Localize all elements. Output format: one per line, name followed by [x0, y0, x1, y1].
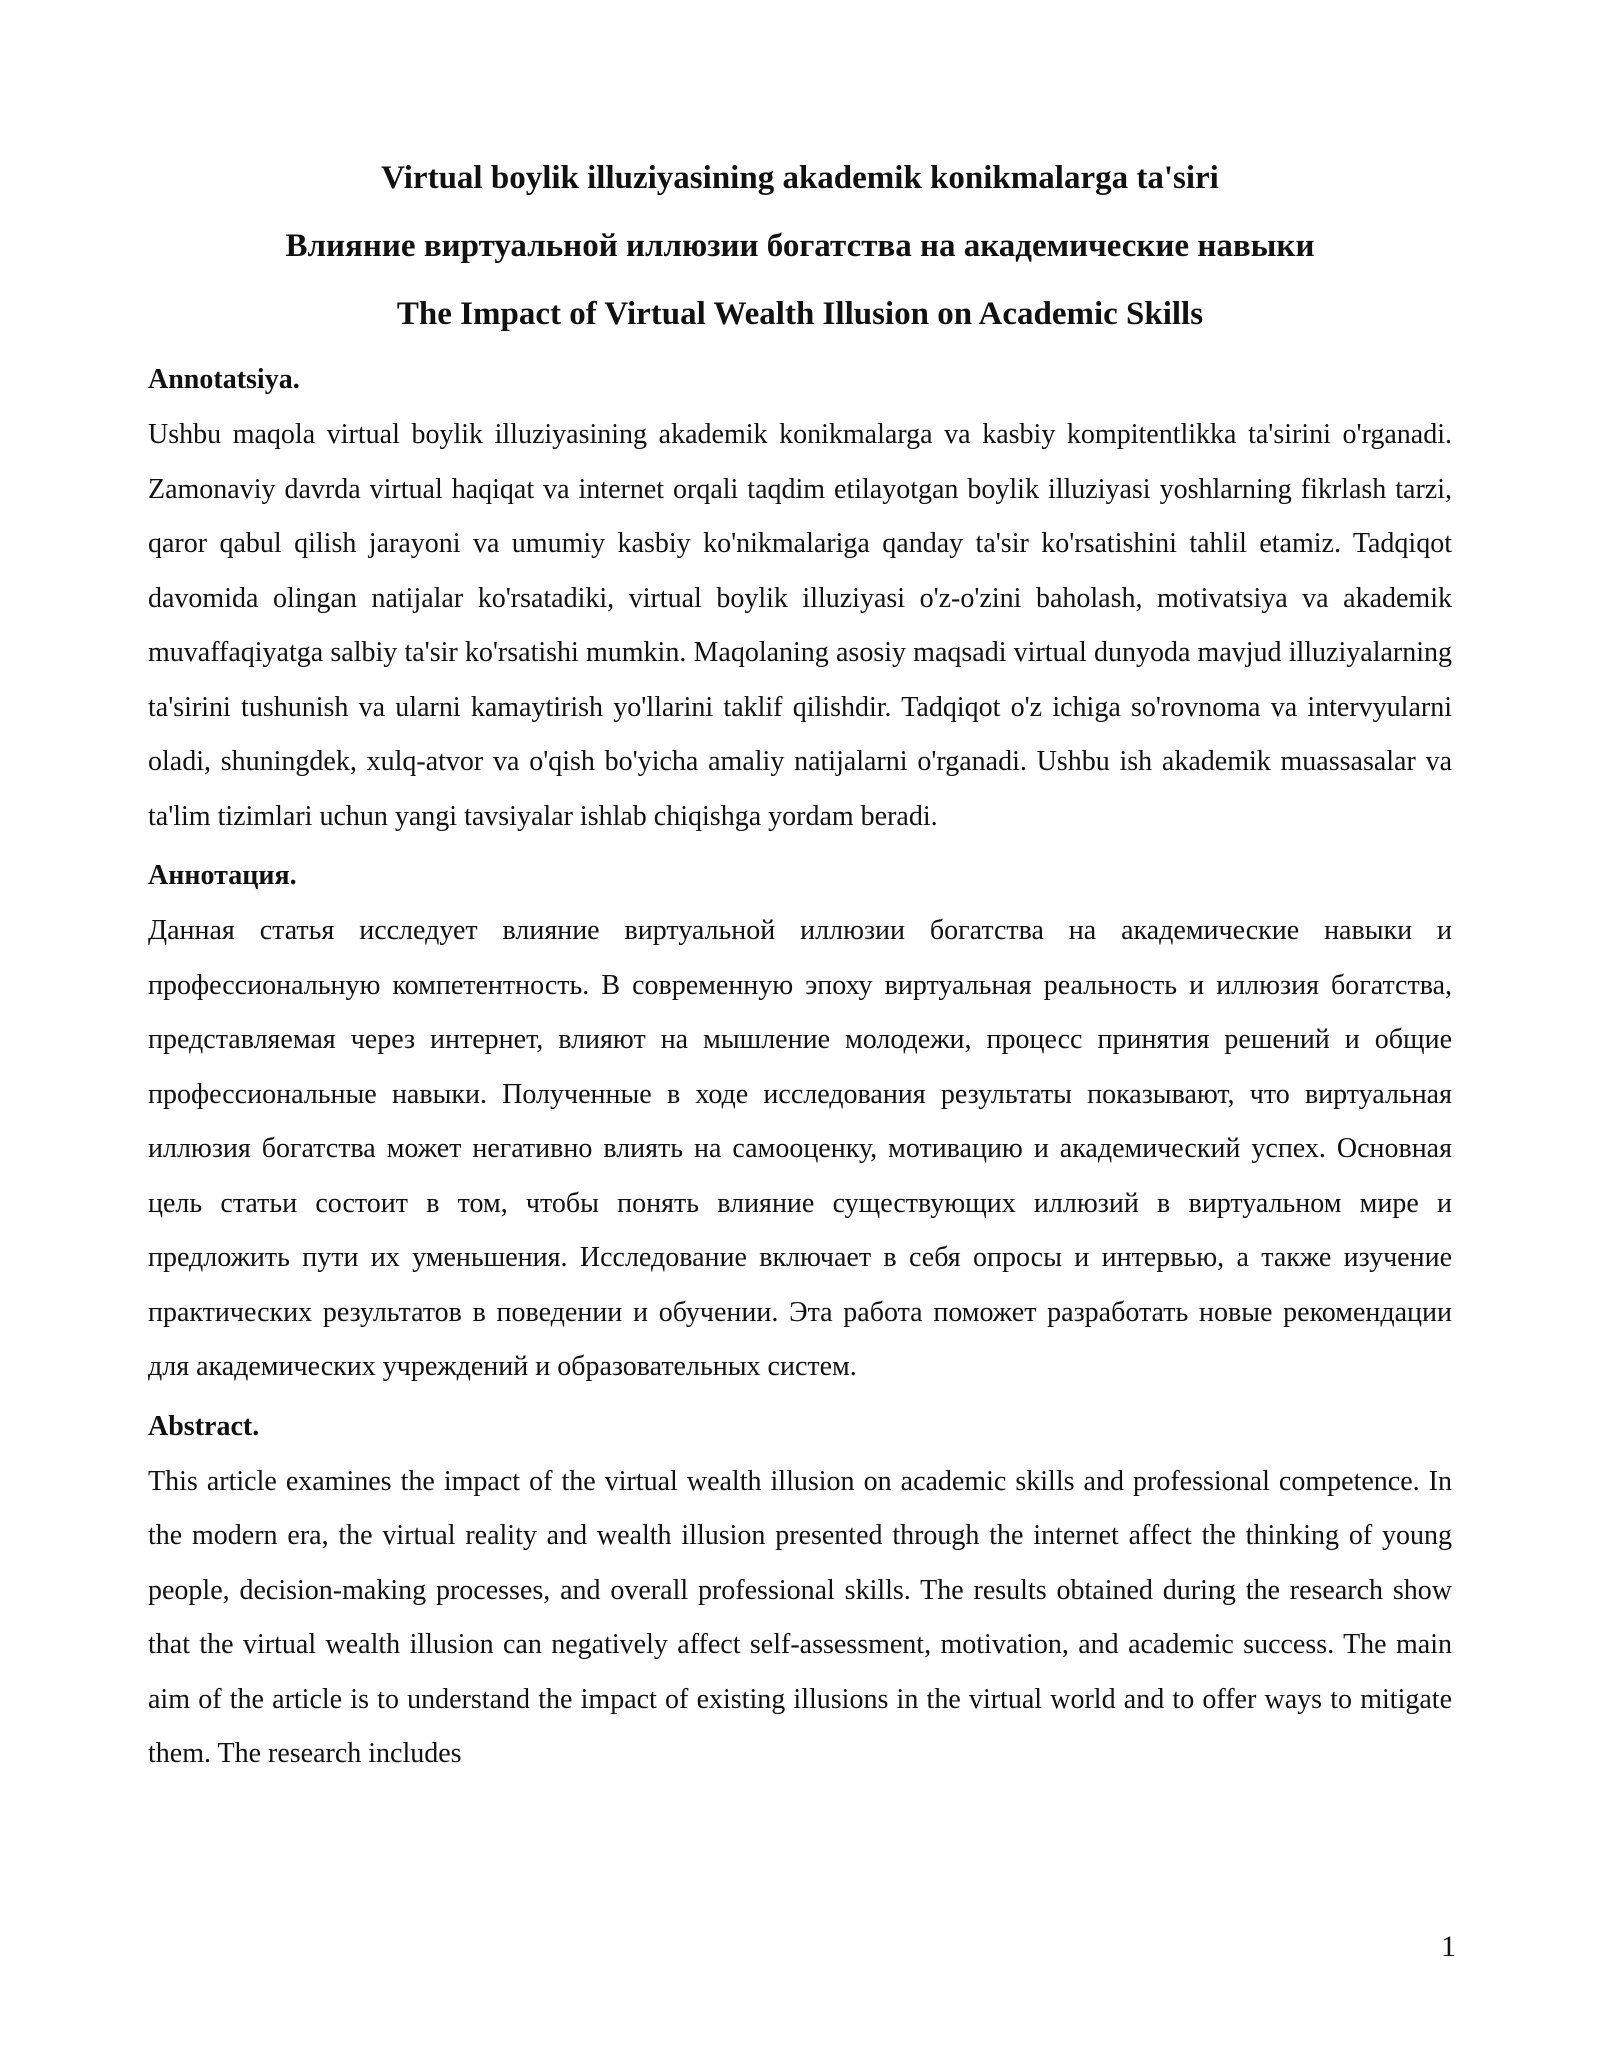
- abstract-english-text: This article examines the impact of the virtual wealth illusion on academic skills and professional competence. In the modern era, the virtual reality and wealth illusion presented through the internet affect the thinking of young people, decision-making processes, and overall professional skills. The results obtained during the research show that the virtual wealth illusion can negatively affect self-assessment, motivation, and academic success. The main aim of the article is to understand the impact of existing illusions in the virtual world and to offer ways to mitigate them. The research includes: [148, 1465, 1452, 1769]
- title-english: The Impact of Virtual Wealth Illusion on Academic Skills: [396, 296, 1204, 332]
- abstract-uzbek-section: [148, 362, 1452, 844]
- abstract-russian-section: [148, 858, 1452, 1395]
- page-content: [148, 144, 1452, 1782]
- page-number: 1: [1441, 1930, 1456, 1963]
- abstract-english-section: [148, 1409, 1452, 1782]
- title-block: [148, 144, 1452, 348]
- abstract-russian-heading: Аннотация.: [148, 860, 297, 891]
- abstract-english-heading: Abstract.: [148, 1410, 260, 1442]
- title-russian: Влияние виртуальной иллюзии богатства на академические навыки: [285, 228, 1315, 264]
- abstract-uzbek-text: Ushbu maqola virtual boylik illuziyasining akademik konikmalarga va kasbiy kompitentlikka ta'sirini o'rganadi. Zamonaviy davrda virtual haqiqat va internet orqali taqdim etilayotgan boylik illuziyasi yoshlarning fikrlash tarzi, qaror qabul qilish jarayoni va umumiy kasbiy ko'nikmalariga qanday ta'sir ko'rsatishini tahlil etamiz. Tadqiqot davomida olingan natijalar ko'rsatadiki, virtual boylik illuziyasi o'z-o'zini baholash, motivatsiya va akademik muvaffaqiyatga salbiy ta'sir ko'rsatishi mumkin. Maqolaning asosiy maqsadi virtual dunyoda mavjud illuziyalarning ta'sirini tushunish va ularni kamaytirish yo'llarini taklif qilishdir. Tadqiqot o'z ichiga so'rovnoma va intervyularni oladi, shuningdek, xulq-atvor va o'qish bo'yicha amaliy natijalarni o'rganadi. Ushbu ish akademik muassasalar va ta'lim tizimlari uchun yangi tavsiyalar ishlab chiqishga yordam beradi.: [148, 419, 1452, 832]
- abstract-russian-text: Данная статья исследует влияние виртуальной иллюзии богатства на академические навыки и профессиональную компетентность. В современную эпоху виртуальная реальность и иллюзия богатства, представляемая через интернет, влияют на мышление молодежи, процесс принятия решений и общие профессиональные навыки. Полученные в ходе исследования результаты показывают, что виртуальная иллюзия богатства может негативно влиять на самооценку, мотивацию и академический успех. Основная цель статьи состоит в том, чтобы понять влияние существующих иллюзий в виртуальном мире и предложить пути их уменьшения. Исследование включает в себя опросы и интервью, а также изучение практических результатов в поведении и обучении. Эта работа поможет разработать новые рекомендации для академических учреждений и образовательных систем.: [148, 915, 1452, 1382]
- abstract-uzbek-heading: Annotatsiya.: [148, 364, 300, 395]
- title-uzbek: Virtual boylik illuziyasining akademik konikmalarga ta'siri: [381, 160, 1219, 196]
